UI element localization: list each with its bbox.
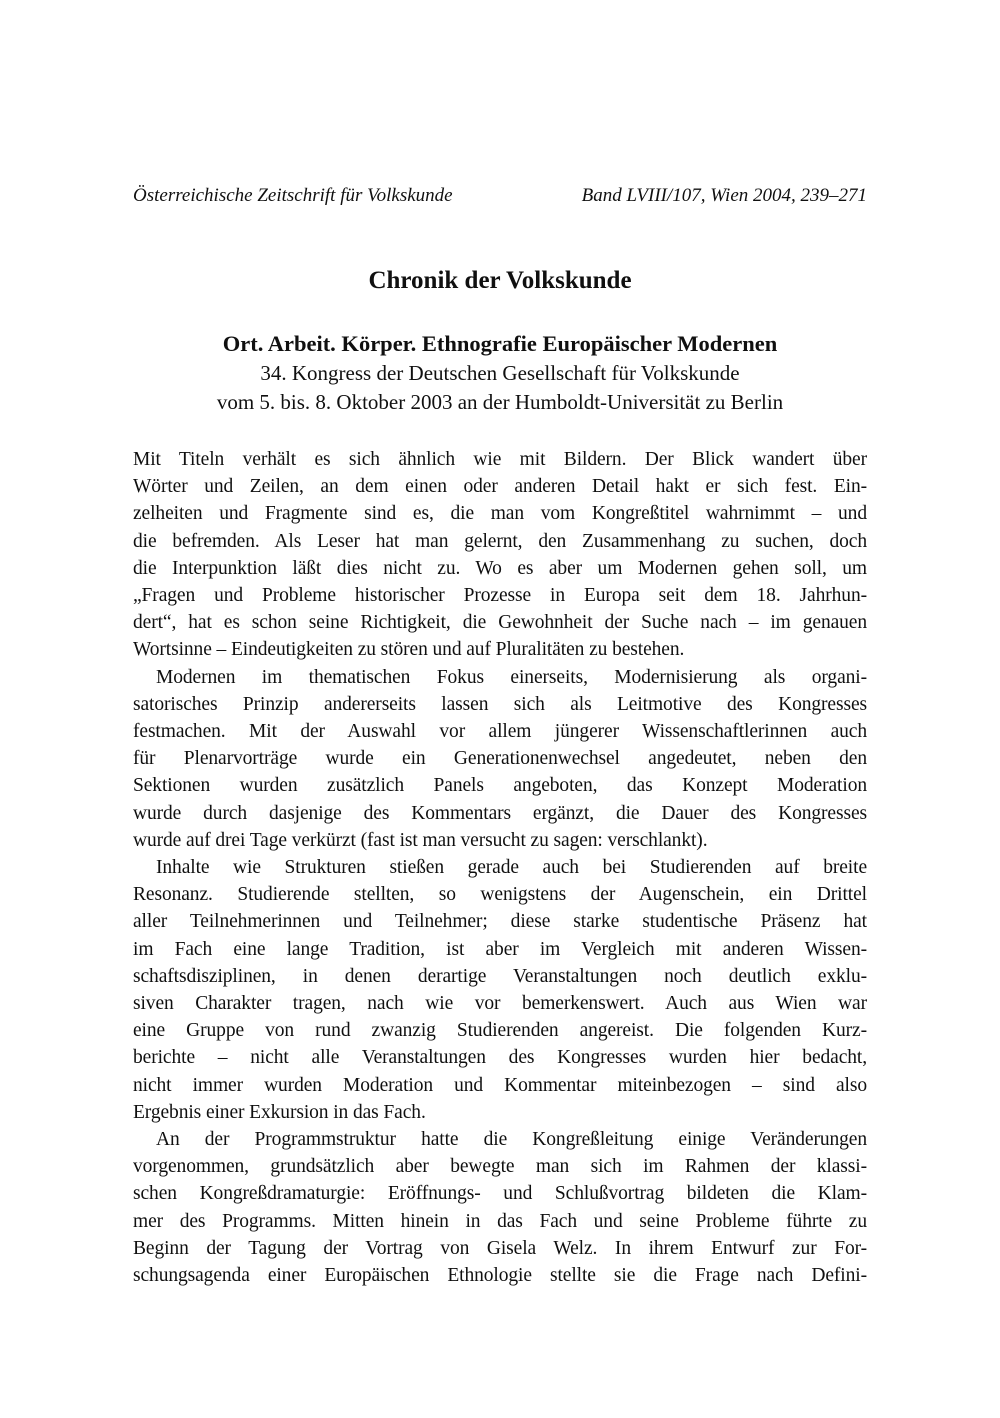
text-line: Wortsinne – Eindeutigkeiten zu stören und auf Pluralitäten zu bestehen. [133, 639, 685, 661]
running-head [133, 184, 867, 208]
paragraph [133, 854, 867, 1126]
article-subtitle-line1: 34. Kongress der Deutschen Gesellschaft für Volkskunde [260, 360, 740, 385]
text-line: mer des Programms. Mitten hinein in das Fach und seine Probleme führte zu [133, 1210, 867, 1232]
text-line: festmachen. Mit der Auswahl vor allem jüngerer Wissenschaftlerinnen auch [133, 721, 867, 743]
text-line: eine Gruppe von rund zwanzig Studierenden angereist. Die folgenden Kurz- [133, 1020, 867, 1042]
article-title: Ort. Arbeit. Körper. Ethnografie Europäischer Modernen [222, 331, 778, 356]
paragraph [133, 446, 867, 664]
text-line: wurde auf drei Tage verkürzt (fast ist man versucht zu sagen: verschlankt). [133, 829, 708, 851]
paragraph [133, 664, 867, 854]
text-line: Sektionen wurden zusätzlich Panels angeboten, das Konzept Moderation [133, 775, 867, 797]
text-line: zelheiten und Fragmente sind es, die man vom Kongreßtitel wahrnimmt – und [133, 503, 867, 525]
text-line: schaftsdisziplinen, in denen derartige Veranstaltungen noch deutlich exklu- [133, 965, 867, 987]
text-line: schen Kongreßdramaturgie: Eröffnungs- und Schlußvortrag bildeten die Klam- [133, 1183, 867, 1205]
section-title: Chronik der Volkskunde [368, 267, 632, 294]
text-line: satorisches Prinzip andererseits lassen sich als Leitmotive des Kongresses [133, 693, 867, 715]
text-line: An der Programmstruktur hatte die Kongreßleitung einige Veränderungen [156, 1129, 867, 1151]
text-line: wurde durch dasjenige des Kommentars ergänzt, die Dauer des Kongresses [133, 802, 867, 824]
text-line: nicht immer wurden Moderation und Kommentar miteinbezogen – sind also [133, 1074, 867, 1096]
text-line: Inhalte wie Strukturen stießen gerade auch bei Studierenden auf breite [156, 857, 867, 879]
text-line: Modernen im thematischen Fokus einerseits, Modernisierung als organi- [156, 666, 867, 688]
article-head [83, 329, 917, 418]
text-line: „Fragen und Probleme historischer Prozesse in Europa seit dem 18. Jahrhun- [133, 585, 867, 607]
text-line: die Interpunktion läßt dies nicht zu. Wo es aber um Modernen gehen soll, um [133, 557, 867, 579]
text-line: im Fach eine lange Tradition, ist aber im Vergleich mit anderen Wissen- [133, 938, 867, 960]
volume-info: Band LVIII/107, Wien 2004, 239–271 [581, 185, 867, 206]
text-line: Beginn der Tagung der Vortrag von Gisela Welz. In ihrem Entwurf zur For- [133, 1237, 867, 1259]
text-line: Resonanz. Studierende stellten, so wenigstens der Augenschein, ein Drittel [133, 884, 867, 906]
text-line: schungsagenda einer Europäischen Ethnologie stellte sie die Frage nach Defini- [133, 1265, 867, 1287]
text-line: berichte – nicht alle Veranstaltungen des Kongresses wurden hier bedacht, [133, 1047, 867, 1069]
text-line: Ergebnis einer Exkursion in das Fach. [133, 1101, 426, 1123]
article-subtitle-line2: vom 5. bis. 8. Oktober 2003 an der Humboldt-Universität zu Berlin [216, 390, 784, 414]
body-text [133, 446, 867, 1289]
text-line: Mit Titeln verhält es sich ähnlich wie mit Bildern. Der Blick wandert über [133, 449, 867, 470]
text-line: die befremden. Als Leser hat man gelernt, den Zusammenhang zu suchen, doch [133, 530, 867, 552]
journal-name: Österreichische Zeitschrift für Volkskunde [133, 185, 453, 206]
text-line: dert“, hat es schon seine Richtigkeit, die Gewohnheit der Suche nach – im genauen [133, 612, 867, 634]
text-line: vorgenommen, grundsätzlich aber bewegte man sich im Rahmen der klassi- [133, 1156, 867, 1178]
text-line: aller Teilnehmerinnen und Teilnehmer; diese starke studentische Präsenz hat [133, 911, 867, 933]
text-line: siven Charakter tragen, nach wie vor bemerkenswert. Auch aus Wien war [133, 993, 867, 1015]
paragraph [133, 1126, 867, 1289]
text-line: für Plenarvorträge wurde ein Generationenwechsel angedeutet, neben den [133, 748, 867, 770]
text-line: Wörter und Zeilen, an dem einen oder anderen Detail hakt er sich fest. Ein- [133, 476, 867, 498]
